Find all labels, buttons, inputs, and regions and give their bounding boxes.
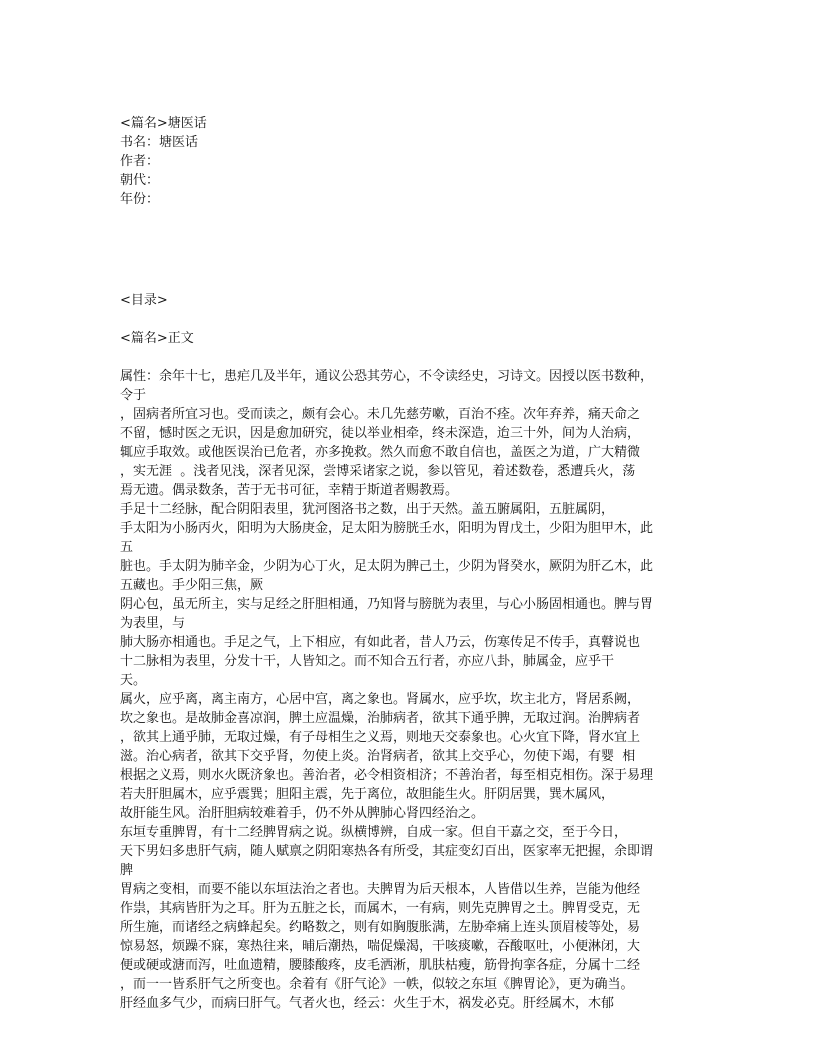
body-text <box>120 367 700 1013</box>
body-line: 根据之义焉，则水火既济象也。善治者，必令相资相济；不善治者，每至相克相伤。深于易理 <box>120 768 654 783</box>
document-page <box>120 114 700 1013</box>
body-line: 所生施，而诸经之病蜂起矣。约略数之，则有如胸腹胀满，左胁牵痛上连头顶眉棱等处，易 <box>120 920 641 935</box>
body-line: 五 <box>120 540 134 555</box>
body-line: 不留，憾时医之无识，因是愈加研究，徒以举业相牵，终未深造，迨三十外，间为人治病， <box>120 426 641 441</box>
body-line: 手太阳为小肠丙火，阳明为大肠庚金，足太阳为膀胱壬水，阳明为胃戊土，少阳为胆甲木，此 <box>120 521 654 536</box>
book-name-line: 书名：塘医话 <box>120 135 199 150</box>
spacer <box>120 209 700 253</box>
body-line: 惊易怒，烦躁不寐，寒热往来，晡后潮热，喘促燥渴，干咳痰嗽，吞酸呕吐，小便淋闭，大 <box>120 939 641 954</box>
section-heading: <篇名>正文 <box>120 331 194 346</box>
body-line: 手足十二经脉，配合阴阳表里，犹河图洛书之数，出于天然。盖五腑属阳，五脏属阴， <box>120 502 615 517</box>
body-line: 肝经血多气少，而病曰肝气。气者火也，经云：火生于木，祸发必克。肝经属木，木郁 <box>120 996 615 1011</box>
body-line: 五藏也。手少阳三焦，厥 <box>120 578 264 593</box>
title-line: <篇名>塘医话 <box>120 116 207 131</box>
spacer <box>120 253 700 291</box>
body-line: 为表里，与 <box>120 616 186 631</box>
dynasty-line: 朝代： <box>120 173 160 188</box>
body-line: 阴心包，虽无所主，实与足经之肝胆相通，乃知肾与膀胱为表里，与心小肠固相通也。脾与胃 <box>120 597 654 612</box>
body-line: 若夫肝胆属木，应乎震巽；胆阳主震，先于离位，故胆能生火。肝阴居巽，巽木属风， <box>120 787 615 802</box>
body-line: 属火，应乎离，离主南方，心居中宫，离之象也。肾属水，应乎坎，坎主北方，肾居系阙， <box>120 692 641 707</box>
body-line: ，欲其上通乎肺，无取过燥，有子母相生之义焉，则地天交泰象也。心火宜下降，肾水宜上 <box>120 730 641 745</box>
body-line: 胃病之变相，而要不能以东垣法治之者也。夫脾胃为后天根本，人皆借以生养，岂能为他经 <box>120 882 641 897</box>
body-line: ，固病者所宜习也。受而读之，颇有会心。未几先慈劳嗽，百治不痊。次年弃养，痛天命之 <box>120 407 641 422</box>
body-line: 坎之象也。是故肺金喜凉润，脾土应温燥，治肺病者，欲其下通乎脾，无取过润。治脾病者 <box>120 711 641 726</box>
author-line: 作者： <box>120 154 160 169</box>
body-line: 令于 <box>120 388 147 403</box>
body-line: 天下男妇多患肝气病，随人赋禀之阴阳寒热各有所受，其症变幻百出，医家率无把握，余即谓 <box>120 844 654 859</box>
body-line: 辄应手取效。或他医误治已危者，亦多挽救。然久而愈不敢自信也，盖医之为道，广大精微 <box>120 445 641 460</box>
body-line: 作祟，其病皆肝为之耳。肝为五脏之长，而属木，一有病，则先克脾胃之土。脾胃受克，无 <box>120 901 641 916</box>
body-line: 东垣专重脾胃，有十二经脾胃病之说。纵横博辨，自成一家。但自干嘉之交，至于今日， <box>120 825 628 840</box>
spacer <box>120 310 700 329</box>
body-line: ，而一一皆系肝气之所变也。余着有《肝气论》一帙，似较之东垣《脾胃论》，更为确当。 <box>120 977 634 992</box>
body-line: 肺大肠亦相通也。手足之气，上下相应，有如此者，昔人乃云，伤寒传足不传手，真瞽说也 <box>120 635 641 650</box>
body-line: 脾 <box>120 863 134 878</box>
year-line: 年份： <box>120 192 160 207</box>
body-line: 故肝能生风。治肝胆病较难着手，仍不外从脾肺心肾四经治之。 <box>120 806 485 821</box>
body-line: 十二脉相为表里，分发十干，人皆知之。而不知合五行者，亦应八卦，肺属金，应乎干 <box>120 654 615 669</box>
body-line: 天。 <box>120 673 147 688</box>
toc-heading: <目录> <box>120 293 168 308</box>
body-line: ，实无涯 。浅者见浅，深者见深，尝博采诸家之说，参以管见，着述数卷，悉遭兵火，荡 <box>120 464 636 479</box>
body-line: 脏也。手太阴为肺辛金，少阴为心丁火，足太阴为脾己土，少阴为肾癸水，厥阴为肝乙木，此 <box>120 559 654 574</box>
body-line: 便或硬或溏而泻，吐血遗精，腰膝酸疼，皮毛洒淅，肌肤枯瘦，筋骨拘挛各症，分属十二经 <box>120 958 641 973</box>
body-line: 焉无遗。偶录数条，苦于无书可征，幸精于斯道者赐教焉。 <box>120 483 459 498</box>
body-line: 属性：余年十七，患疟几及半年，通议公恐其劳心，不令读经史，习诗文。因授以医书数种， <box>120 369 654 384</box>
spacer <box>120 348 700 367</box>
body-line: 滋。治心病者，欲其下交乎肾，勿使上炎。治肾病者，欲其上交乎心，勿使下竭，有婴 相 <box>120 749 636 764</box>
